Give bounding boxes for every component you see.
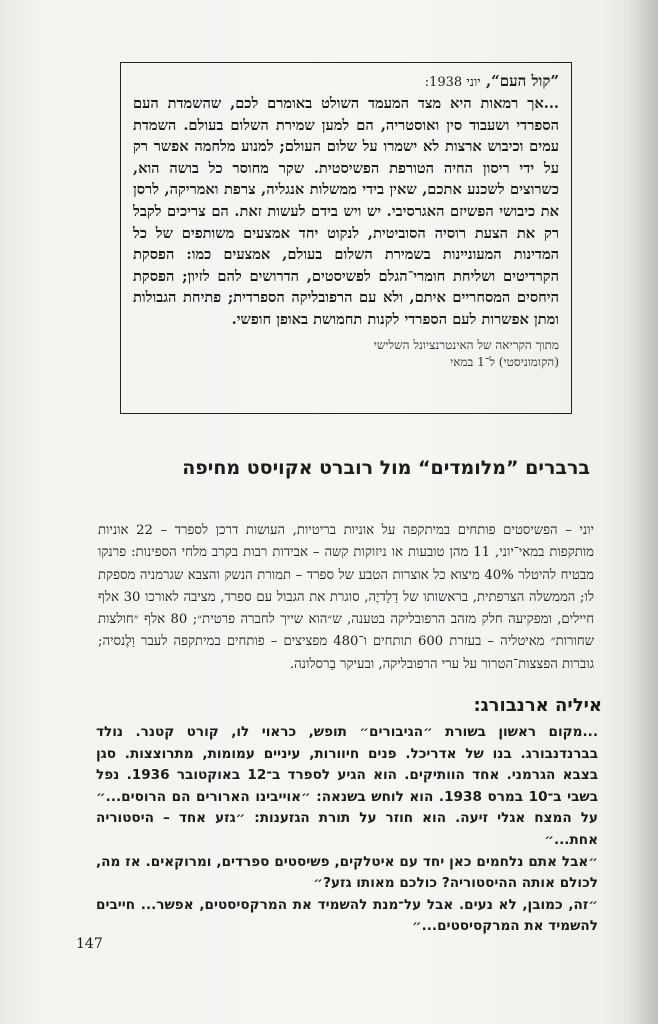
- binding-shadow: [628, 0, 658, 1024]
- quote-title: ”קול העם“,: [485, 72, 559, 90]
- quote-box: [120, 62, 572, 414]
- quote-source-line1: מתוך הקריאה של האינטרנציונל השלישי: [373, 337, 559, 352]
- quote-source-line2: (הקומוניסטי) ל־1 במאי: [450, 354, 559, 369]
- ehrenburg-paragraph-1: ...מקום ראשון בשורת ״הגיבורים״ תופש, כראוי לו, קורט קטנר. נולד בברנדנבורג. בנו של אדריכל. פנים חיוורות, עיניים עמומות, מתרוצצות. סגן בצבא הגרמני. אחד הוותיקים. הוא הגיע לספרד ב־12 באוקטובר 1936. נפל בשבי ב־10 במרס 1938. הוא לוחש בשנאה: ״אוייבינו הארורים הם הרוסים...״ על המצח אגלי זיעה. הוא חוזר על תורת הגזענות: ״גזע אחד – היסטוריה אחת...״: [96, 724, 599, 848]
- ehrenburg-title: איליה ארנבורג:: [473, 695, 602, 716]
- quote-source: [133, 337, 559, 371]
- page-number: 147: [76, 936, 103, 952]
- ehrenburg-paragraph-2: ״אבל אתם נלחמים כאן יחד עם איטלקים, פשיסטים ספרדים, ומרוקאים. אז מה, לכולם אותה ההיסטוריה? כולכם מאותו גזע?״: [96, 853, 598, 892]
- june-paragraph: יוני – הפשיסטים פותחים במיתקפה על אוניות בריטיות, העושות דרכן לספרד – 22 אוניות מותקפות במאי־יוני, 11 מהן טובעות או ניזוקות קשה – אבידות רבות בקרב מלחי הספינות: פרנקו מבטיח להיטלר 40% מיצוא כל אוצרות הטבע של ספרד – תמורת הנשק והצבא שגרמניה מספקת לו; הממשלה הצרפתית, בראשותו של דַלַדיֶה, סוגרת את הגבול עם ספרד, מציבה לאורכו 30 אלף חיילים, ומפקיעה חלק מזהב הרפובליקה בטענה, ש״הוא שייך לחברה פרטית״; 80 אלף ״חולצות שחורות״ מאיטליה – בעזרת 600 תותחים ו־480 מפציצים – פותחים במיתקפה לעבר וַלֶנסיה; גוברות הפצצות־הטרור על ערי הרפובליקה, ובעיקר בַרסלונה.: [98, 523, 595, 672]
- quote-body: ...אך רמאות היא מצד המעמד השולט באומרם לכם, שהשמדת העם הספרדי ושעבוד סין ואוסטריה, הם למען שמירת השלום בעולם. השמדת עמים וכיבוש ארצות לא ישמרו על שלום העולם; למנוע מלחמה אפשר רק על ידי ריסון החיה הטורפת הפשיסטית. שקר מחוסר כל בושה הוא, כשרוצים לשכנע אתכם, שאין בידי ממשלות אנגליה, צרפת ואמריקה, לרסן את כיבושי הפשיזם האגרסיבי. יש ויש בידם לעשות זאת. הם צריכים לקבל רק את הצעת רוסיה הסוביטית, לנקוט יחד אמצעים משותפים של כל המדינות המעוניינות בשמירת השלום בעולם, אמצעים כמו: הפסקת הקרדיטים ושליחת חומרי־הגלם לפשיסטים, הדרושים להם לזיון; הפסקת היחסים המסחריים איתם, ולא עם הרפובליקה הספרדית; פתיחת הגבולות ומתן אפשרות לעם הספרדי לקנות תחמושת באופן חופשי.: [133, 95, 559, 328]
- quote-heading: [133, 71, 559, 93]
- section-title: ברברים ”מלומדים“ מול רוברט אקויסט מחיפה: [182, 457, 590, 479]
- ehrenburg-paragraph-3: ״זה, כמובן, לא נעים. אבל על־מנת להשמיד את המרקסיסטים, אפשר... חייבים להשמיד את המרקסיסטים...״: [96, 896, 598, 935]
- quote-date: יוני 1938:: [424, 75, 481, 90]
- ehrenburg-text: [96, 722, 598, 938]
